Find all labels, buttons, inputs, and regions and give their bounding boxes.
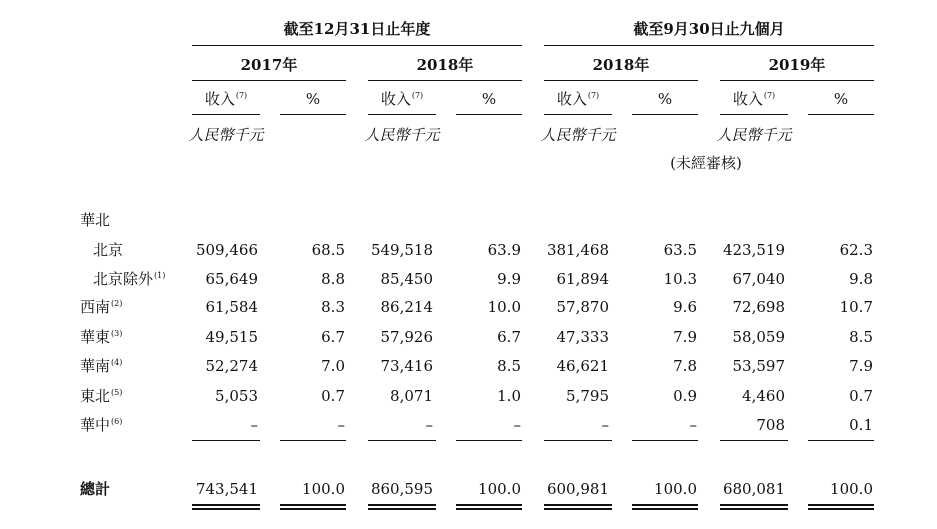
total-value: 100.0 [830, 480, 873, 498]
cell-value: – [689, 416, 697, 434]
total-double-rule [280, 508, 346, 510]
unit-label: 人民幣千元 [364, 126, 440, 144]
cell-value: 9.8 [849, 270, 873, 288]
revenue-header: 收入$^{(7)}$ [380, 90, 424, 108]
pct-header: % [305, 90, 321, 108]
row-label: 西南$^{(2)}$ [80, 298, 123, 316]
revenue-header: 收入$^{(7)}$ [732, 90, 776, 108]
cell-value: 7.8 [673, 357, 697, 375]
cell-value: 65,649 [205, 270, 258, 288]
cell-value: 0.1 [849, 416, 873, 434]
cell-value: 7.0 [321, 357, 345, 375]
cell-value: – [250, 416, 258, 434]
cell-value: 86,214 [380, 298, 433, 316]
cell-value: 62.3 [839, 241, 873, 259]
cell-value: 509,466 [195, 241, 258, 259]
cell-value: 67,040 [732, 270, 785, 288]
subtotal-rule [280, 440, 346, 441]
cell-value: 4,460 [742, 387, 785, 405]
pct-header: % [481, 90, 497, 108]
cell-value: 57,870 [556, 298, 609, 316]
cell-value: 63.5 [663, 241, 697, 259]
cell-value: 1.0 [497, 387, 521, 405]
subtotal-rule [456, 440, 522, 441]
cell-value: 10.3 [663, 270, 697, 288]
total-value: 680,081 [722, 480, 785, 498]
cell-value: 8.5 [849, 328, 873, 346]
total-double-rule [456, 504, 522, 506]
total-double-rule [192, 504, 260, 506]
cell-value: 61,894 [556, 270, 609, 288]
total-value: 860,595 [370, 480, 433, 498]
row-label: 華南$^{(4)}$ [80, 357, 123, 375]
cell-value: 46,621 [556, 357, 609, 375]
subheader-underline [808, 114, 874, 115]
cell-value: 63.9 [487, 241, 521, 259]
year-underline-4 [720, 80, 874, 81]
revenue-header: 收入$^{(7)}$ [204, 90, 248, 108]
cell-value: – [513, 416, 521, 434]
total-value: 100.0 [654, 480, 697, 498]
year-header-2: 2018年 [416, 56, 474, 74]
subheader-underline [720, 114, 788, 115]
total-double-rule [544, 504, 612, 506]
total-value: 100.0 [478, 480, 521, 498]
subheader-underline [368, 114, 436, 115]
total-double-rule [720, 508, 788, 510]
year-underline-2 [368, 80, 522, 81]
total-double-rule [368, 508, 436, 510]
year-underline-3 [544, 80, 698, 81]
cell-value: 10.7 [839, 298, 873, 316]
cell-value: 8,071 [390, 387, 433, 405]
cell-value: 549,518 [370, 241, 433, 259]
year-header-3: 2018年 [592, 56, 650, 74]
cell-value: 9.9 [497, 270, 521, 288]
cell-value: – [337, 416, 345, 434]
cell-value: 7.9 [673, 328, 697, 346]
cell-value: – [601, 416, 609, 434]
group-underline-full-year [192, 45, 522, 46]
cell-value: 85,450 [380, 270, 433, 288]
cell-value: 5,795 [566, 387, 609, 405]
subtotal-rule [720, 440, 788, 441]
cell-value: 8.5 [497, 357, 521, 375]
cell-value: 52,274 [205, 357, 258, 375]
total-double-rule [632, 508, 698, 510]
total-value: 600,981 [546, 480, 609, 498]
subheader-underline [632, 114, 698, 115]
total-value: 100.0 [302, 480, 345, 498]
row-label: 北京 [93, 241, 124, 259]
cell-value: 8.8 [321, 270, 345, 288]
pct-header: % [833, 90, 849, 108]
cell-value: 0.7 [321, 387, 345, 405]
cell-value: 10.0 [487, 298, 521, 316]
total-value: 743,541 [195, 480, 258, 498]
group-header-nine-months: 截至9月30日止九個月 [633, 20, 785, 38]
cell-value: 8.3 [321, 298, 345, 316]
subheader-underline [544, 114, 612, 115]
cell-value: 47,333 [556, 328, 609, 346]
cell-value: 423,519 [722, 241, 785, 259]
subheader-underline [280, 114, 346, 115]
total-double-rule [192, 508, 260, 510]
cell-value: 7.9 [849, 357, 873, 375]
unaudited-label: (未經審核) [670, 154, 742, 172]
group-header-full-year: 截至12月31日止年度 [283, 20, 431, 38]
unit-label: 人民幣千元 [716, 126, 792, 144]
unit-label: 人民幣千元 [540, 126, 616, 144]
cell-value: 6.7 [321, 328, 345, 346]
cell-value: 0.9 [673, 387, 697, 405]
cell-value: 708 [756, 416, 785, 434]
year-header-4: 2019年 [768, 56, 826, 74]
unit-label: 人民幣千元 [188, 126, 264, 144]
section-label-north-china: 華北 [80, 211, 111, 229]
cell-value: – [425, 416, 433, 434]
subtotal-rule [368, 440, 436, 441]
cell-value: 9.6 [673, 298, 697, 316]
row-label: 東北$^{(5)}$ [80, 387, 123, 405]
cell-value: 53,597 [732, 357, 785, 375]
revenue-header: 收入$^{(7)}$ [556, 90, 600, 108]
total-label: 總計 [80, 480, 111, 498]
subheader-underline [192, 114, 260, 115]
total-double-rule [808, 504, 874, 506]
total-double-rule [368, 504, 436, 506]
row-label: 北京除外$^{(1)}$ [93, 270, 166, 288]
row-label: 華中$^{(6)}$ [80, 416, 123, 434]
cell-value: 5,053 [215, 387, 258, 405]
cell-value: 58,059 [732, 328, 785, 346]
subheader-underline [456, 114, 522, 115]
cell-value: 73,416 [380, 357, 433, 375]
subtotal-rule [808, 440, 874, 441]
year-underline-1 [192, 80, 346, 81]
row-label: 華東$^{(3)}$ [80, 328, 123, 346]
cell-value: 381,468 [546, 241, 609, 259]
total-double-rule [544, 508, 612, 510]
group-underline-nine-months [544, 45, 874, 46]
cell-value: 6.7 [497, 328, 521, 346]
total-double-rule [808, 508, 874, 510]
total-double-rule [632, 504, 698, 506]
year-header-1: 2017年 [240, 56, 298, 74]
subtotal-rule [544, 440, 612, 441]
pct-header: % [657, 90, 673, 108]
total-double-rule [720, 504, 788, 506]
cell-value: 49,515 [205, 328, 258, 346]
subtotal-rule [192, 440, 260, 441]
cell-value: 68.5 [311, 241, 345, 259]
cell-value: 0.7 [849, 387, 873, 405]
cell-value: 57,926 [380, 328, 433, 346]
subtotal-rule [632, 440, 698, 441]
total-double-rule [456, 508, 522, 510]
cell-value: 61,584 [205, 298, 258, 316]
total-double-rule [280, 504, 346, 506]
cell-value: 72,698 [732, 298, 785, 316]
